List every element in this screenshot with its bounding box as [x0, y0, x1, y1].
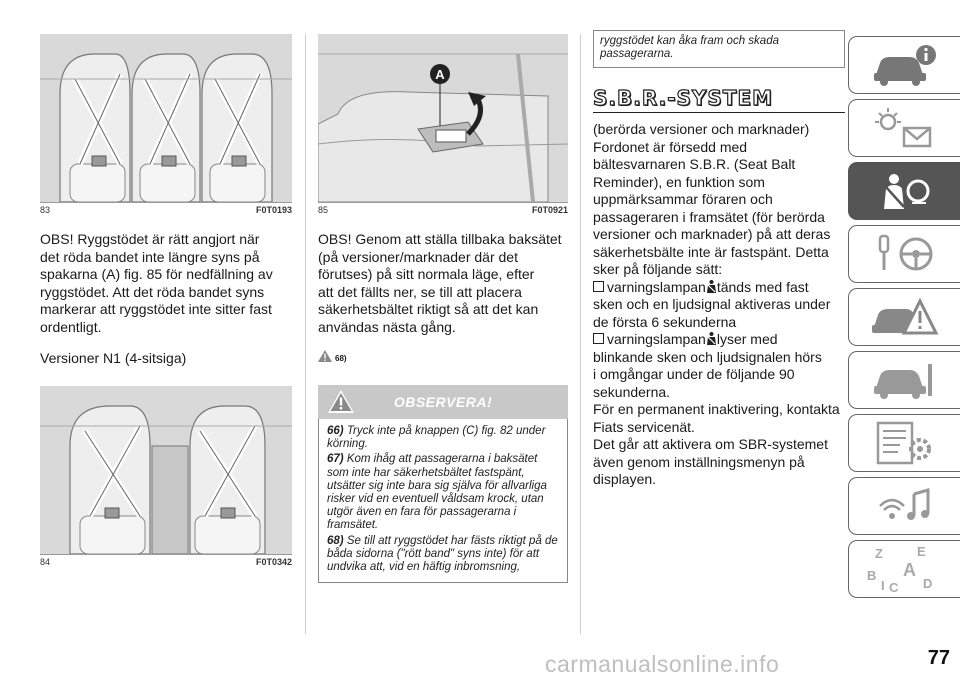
column-divider-1: [305, 34, 306, 634]
text-fragment: varningslampan: [607, 331, 706, 348]
text-line: i omgångar under de följande 90: [593, 366, 795, 383]
tab-multimedia[interactable]: [848, 477, 960, 535]
tab-index[interactable]: [848, 540, 960, 598]
text-line: uppmärksammar föraren och: [593, 191, 773, 208]
warning-item: [327, 535, 561, 575]
text-line: förutses) på sitt normala läge, efter: [318, 266, 535, 282]
warning-item-number: 67): [327, 453, 344, 466]
figure-code: F0T0342: [255, 556, 292, 567]
warning-item: [327, 453, 561, 532]
index-letter: D: [922, 576, 932, 591]
text-fragment: lyser med: [716, 331, 778, 348]
warning-item-text: Se till att ryggstödet har fästs riktigt på de båda sidorna ("rött band" syns inte) för att undvika att, vid en häftig inbromsning,: [327, 534, 558, 574]
col1-paragraph-1: [40, 231, 292, 336]
tab-safety[interactable]: [848, 162, 960, 220]
tab-starting-driving[interactable]: [848, 225, 960, 283]
text-line: passageraren i framsätet (för berörda: [593, 208, 825, 225]
index-letter: I: [880, 578, 885, 593]
seatbelt-warning-light-icon: [706, 280, 717, 294]
figure-84-caption: [40, 557, 292, 569]
figure-84-seatbelts-n1: [40, 386, 292, 555]
text-line: de första 6 sekunderna: [593, 313, 737, 330]
section-title: S.B.R.-SYSTEM: [593, 86, 845, 113]
text-line: säkerhetsbälte inte är fastspänt. Detta: [593, 243, 829, 260]
tab-maintenance[interactable]: [848, 351, 960, 409]
watermark: carmanualsonline.info: [545, 651, 780, 677]
text-line: bältesvarnaren S.B.R. (Seat Balt: [593, 156, 796, 173]
warning-item-text: Tryck inte på knappen (C) fig. 82 under körning.: [327, 425, 546, 451]
text-line: ryggstödet. Att det röda bandet syns: [40, 283, 265, 300]
tab-dashboard-lights[interactable]: [848, 99, 960, 157]
warning-title: OBSERVERA!: [393, 394, 493, 410]
index-letter: Z: [874, 546, 883, 561]
text-line: Det går att aktivera om SBR-systemet: [593, 436, 828, 453]
bullet-box-icon: [593, 281, 604, 292]
index-letter: B: [866, 568, 876, 583]
bullet-box-icon: [593, 333, 604, 344]
text-line: OBS! Ryggstödet är rätt angjort när: [40, 231, 260, 247]
text-line: markerar att ryggstödet inte sitter fast: [40, 301, 272, 317]
callout-label-a: A: [435, 67, 445, 82]
tab-car-info[interactable]: [848, 36, 960, 94]
settings-list-icon: [870, 421, 940, 465]
bullet-item-2: [593, 331, 845, 401]
text-line: Fiats servicenät.: [593, 418, 695, 435]
text-line: Fordonet är försedd med: [593, 138, 748, 155]
index-letter: E: [916, 544, 926, 559]
figure-number: 85: [318, 205, 329, 215]
text-fragment: tänds med fast: [716, 278, 809, 295]
text-line: sekunderna.: [593, 383, 671, 400]
col3-body-2: [593, 401, 845, 489]
figure-83-seatbelts-rear: [40, 34, 292, 203]
seatbelt-airbag-icon: [870, 169, 940, 213]
text-line: ryggstödet kan åka fram och skada: [600, 35, 779, 47]
car-info-icon: [870, 43, 940, 87]
column-1: [40, 34, 292, 569]
figure-85-caption: [318, 205, 568, 217]
figure-number: 84: [40, 556, 51, 567]
text-line: OBS! Genom att ställa tillbaka baksätet: [318, 231, 562, 247]
figure-number: 83: [40, 205, 51, 215]
note-reference-number: 68): [335, 354, 347, 363]
warning-triangle-icon: [318, 350, 332, 362]
warning-continuation-box: [593, 30, 845, 68]
text-line: användas nästa gång.: [318, 318, 456, 335]
warning-note-reference: [318, 350, 568, 363]
text-line: sken och en ljudsignal aktiveras under: [593, 296, 831, 313]
text-line: (berörda versioner och marknader): [593, 121, 810, 138]
figure-code: F0T0921: [531, 205, 568, 215]
column-3: [593, 34, 845, 489]
figure-83-caption: [40, 205, 292, 217]
text-line: spakarna (A) fig. 85 för nedfällning av: [40, 266, 273, 282]
figure-code: F0T0193: [255, 205, 292, 215]
tab-technical-data[interactable]: [848, 414, 960, 472]
text-line: Reminder), en funktion som: [593, 173, 765, 190]
page-number: 77: [927, 647, 950, 669]
warning-body: [318, 419, 568, 583]
car-crash-warning-icon: [870, 295, 940, 339]
warning-item-number: 68): [327, 534, 344, 547]
column-divider-2: [580, 34, 581, 634]
text-line: att det fällts ner, se till att placera: [318, 283, 522, 300]
text-line: säkerhetsbältet riktigt så att det kan: [318, 301, 539, 317]
bullet-item-1: [593, 279, 845, 332]
car-service-icon: [870, 358, 940, 402]
col2-paragraph-1: [318, 231, 568, 336]
warning-header: [318, 385, 568, 419]
text-line: ordentligt.: [40, 318, 102, 335]
col1-paragraph-2: Versioner N1 (4-sitsiga): [40, 350, 187, 366]
figure-85-backrest-lever: [318, 34, 568, 203]
tab-emergency[interactable]: [848, 288, 960, 346]
warning-triangle-icon: [328, 390, 354, 413]
text-line: För en permanent inaktivering, kontakta: [593, 401, 840, 418]
text-line: det röda bandet inte längre syns på: [40, 248, 260, 265]
index-letters-icon: [865, 544, 945, 594]
text-line: blinkande sken och ljudsignalen hörs: [593, 348, 822, 365]
text-line: sker på följande sätt:: [593, 261, 723, 278]
warning-item-text: Kom ihåg att passagerarna i baksätet som inte har säkerhetsbältet fastspänt, utsätter sig inte bara sig själva för allvarliga risker vid en eventuell våldsam krock, utan utgör även en fara för passagerarna i framsätet.: [327, 453, 547, 532]
seatbelt-warning-light-icon: [706, 332, 717, 346]
text-line: även genom inställningsmenyn på: [593, 453, 805, 470]
text-fragment: varningslampan: [607, 278, 706, 295]
column-2: [318, 34, 568, 583]
multimedia-icon: [870, 484, 940, 528]
col3-body-1: [593, 121, 845, 279]
warning-item: [327, 425, 561, 451]
index-letter: C: [888, 580, 898, 594]
key-steering-wheel-icon: [870, 232, 940, 276]
text-line: passagerarna.: [600, 48, 674, 61]
warning-item-number: 66): [327, 425, 344, 437]
text-line: versioner och marknader) på att deras: [593, 226, 831, 243]
index-letter: A: [902, 560, 916, 580]
text-line: (på versioner/marknader där det: [318, 248, 518, 265]
dashboard-lights-icon: [870, 106, 940, 150]
text-line: displayen.: [593, 471, 657, 488]
